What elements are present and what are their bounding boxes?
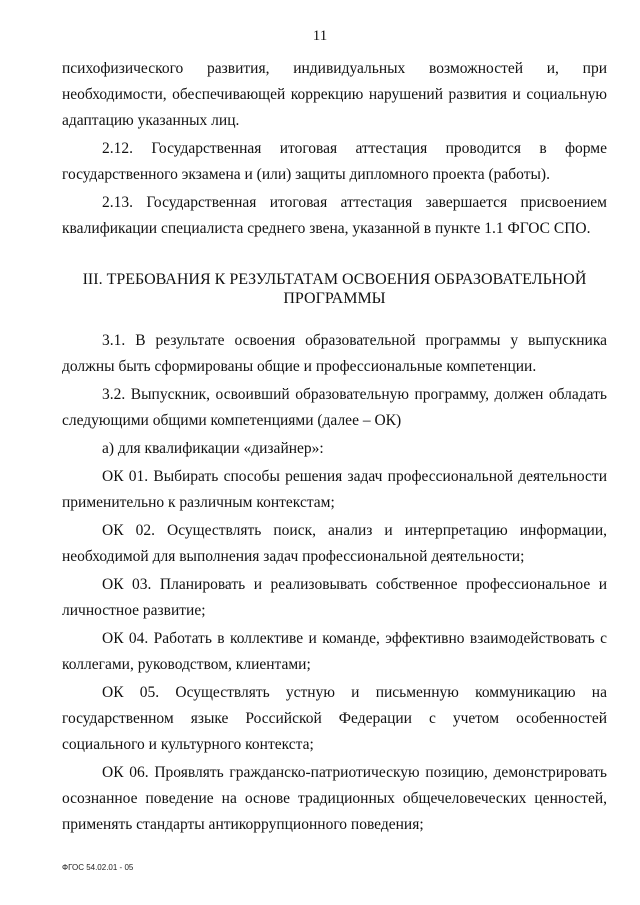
- competency-ok-04: ОК 04. Работать в коллективе и команде, эффективно взаимодействовать с коллегами, руководством, клиентами;: [62, 630, 607, 673]
- document-body: [62, 56, 607, 838]
- competency-ok-02: ОК 02. Осуществлять поиск, анализ и интерпретацию информации, необходимой для выполнения задач профессиональной деятельности;: [62, 522, 607, 565]
- section-heading: III. ТРЕБОВАНИЯ К РЕЗУЛЬТАТАМ ОСВОЕНИЯ ОБРАЗОВАТЕЛЬНОЙ ПРОГРАММЫ: [82, 271, 587, 307]
- paragraph-3-1: 3.1. В результате освоения образовательной программы у выпускника должны быть сформированы общие и профессиональные компетенции.: [62, 332, 607, 375]
- competency-ok-03: ОК 03. Планировать и реализовывать собственное профессиональное и личностное развитие;: [62, 576, 607, 619]
- paragraph-2-12: 2.12. Государственная итоговая аттестация проводится в форме государственного экзамена и (или) защиты дипломного проекта (работы).: [62, 140, 607, 183]
- paragraph-qualification: а) для квалификации «дизайнер»:: [102, 440, 324, 457]
- paragraph-continuation: психофизического развития, индивидуальных возможностей и, при необходимости, обеспечивающей коррекцию нарушений развития и социальную адаптацию указанных лиц.: [62, 60, 607, 129]
- footer-code: ФГОС 54.02.01 - 05: [62, 863, 134, 872]
- paragraph-3-2: 3.2. Выпускник, освоивший образовательную программу, должен обладать следующими общими компетенциями (далее – ОК): [62, 386, 607, 429]
- competency-ok-06: ОК 06. Проявлять гражданско-патриотическую позицию, демонстрировать осознанное поведение на основе традиционных общечеловеческих ценностей, применять стандарты антикоррупционного поведения;: [62, 764, 607, 833]
- competency-ok-01: ОК 01. Выбирать способы решения задач профессиональной деятельности применительно к различным контекстам;: [62, 468, 607, 511]
- competency-ok-05: ОК 05. Осуществлять устную и письменную коммуникацию на государственном языке Российской Федерации с учетом особенностей социального и культурного контекста;: [62, 684, 607, 753]
- paragraph-2-13: 2.13. Государственная итоговая аттестация завершается присвоением квалификации специалиста среднего звена, указанной в пункте 1.1 ФГОС СПО.: [62, 194, 607, 237]
- page-number: 11: [312, 28, 328, 44]
